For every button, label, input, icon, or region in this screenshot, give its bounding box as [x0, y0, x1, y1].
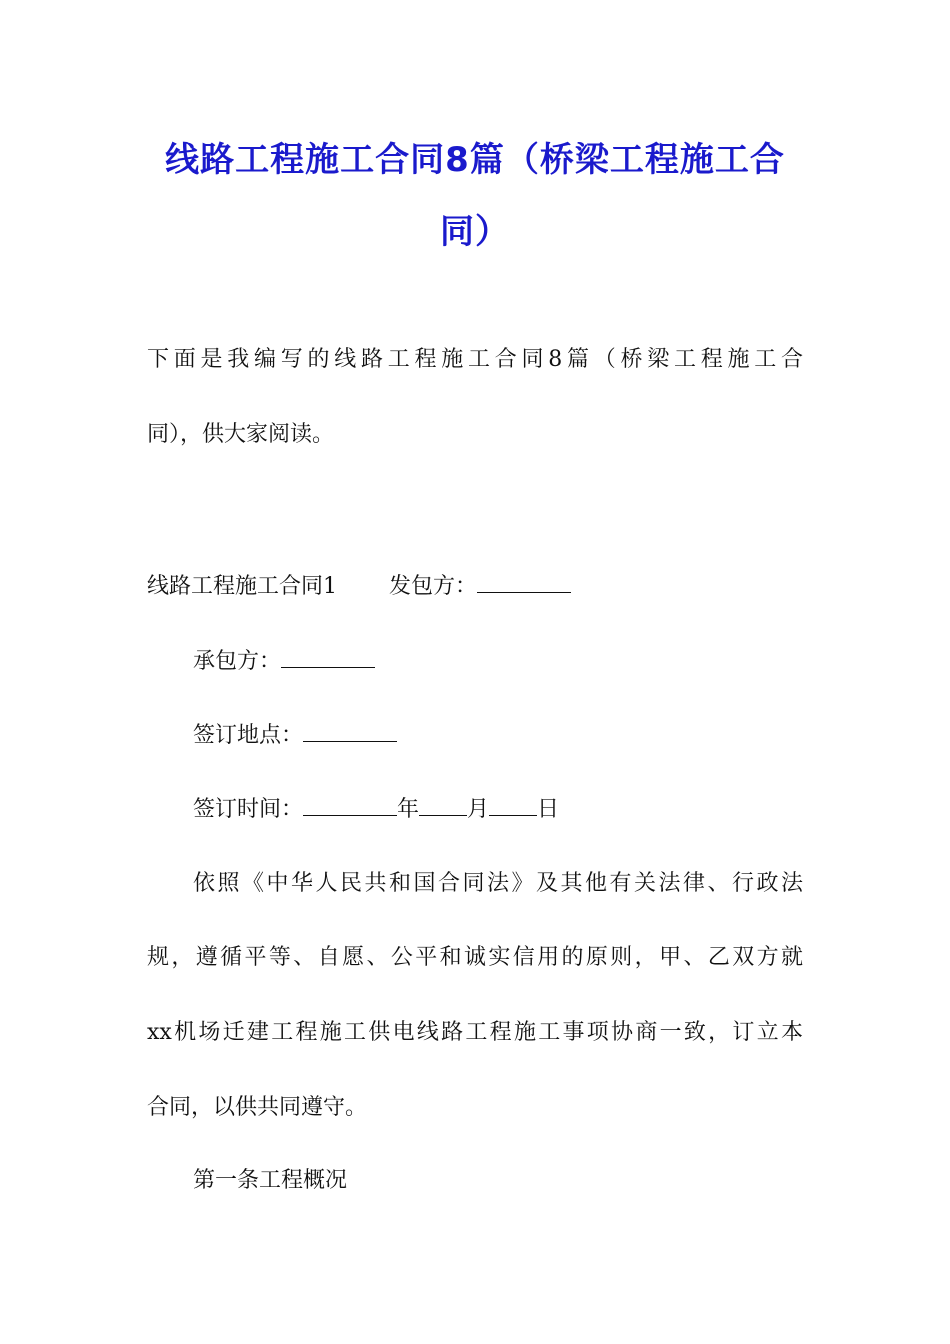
month-label: 月: [467, 797, 490, 822]
year-label: 年: [397, 797, 420, 822]
contractor-blank: [281, 645, 375, 668]
signing-time-label: 签订时间：: [193, 797, 304, 822]
year-blank: [303, 793, 397, 816]
body-para1-line-2: 规，遵循平等、自愿、公平和诚实信用的原则，甲、乙双方就: [147, 945, 803, 970]
contractor-label: 承包方：: [193, 649, 282, 674]
day-label: 日: [537, 797, 560, 822]
body-para1-line-1: 依照《中华人民共和国合同法》及其他有关法律、行政法: [193, 871, 803, 896]
article-1-heading: 第一条工程概况: [193, 1168, 348, 1193]
signing-place-label: 签订地点：: [193, 723, 304, 748]
signing-place-row: [193, 719, 397, 751]
signing-time-row: [193, 793, 559, 825]
employer-label: 发包方：: [389, 574, 478, 599]
body-para1-line-3: xx机场迁建工程施工供电线路工程施工事项协商一致，订立本: [147, 1020, 803, 1045]
intro-line-2: 同），供大家阅读。: [147, 422, 335, 447]
contract-heading-row: [147, 570, 571, 602]
month-blank: [419, 793, 467, 816]
body-para1-line-4: 合同，以供共同遵守。: [147, 1095, 368, 1120]
document-title-line-2: 同）: [440, 212, 510, 252]
contractor-row: [193, 645, 375, 677]
employer-blank: [477, 570, 571, 593]
document-title-line-1: 线路工程施工合同8篇（桥梁工程施工合: [165, 140, 785, 180]
day-blank: [489, 793, 537, 816]
signing-place-blank: [303, 719, 397, 742]
intro-line-1: 下面是我编写的线路工程施工合同8篇（桥梁工程施工合: [147, 347, 803, 372]
contract-heading: 线路工程施工合同1: [147, 574, 337, 599]
